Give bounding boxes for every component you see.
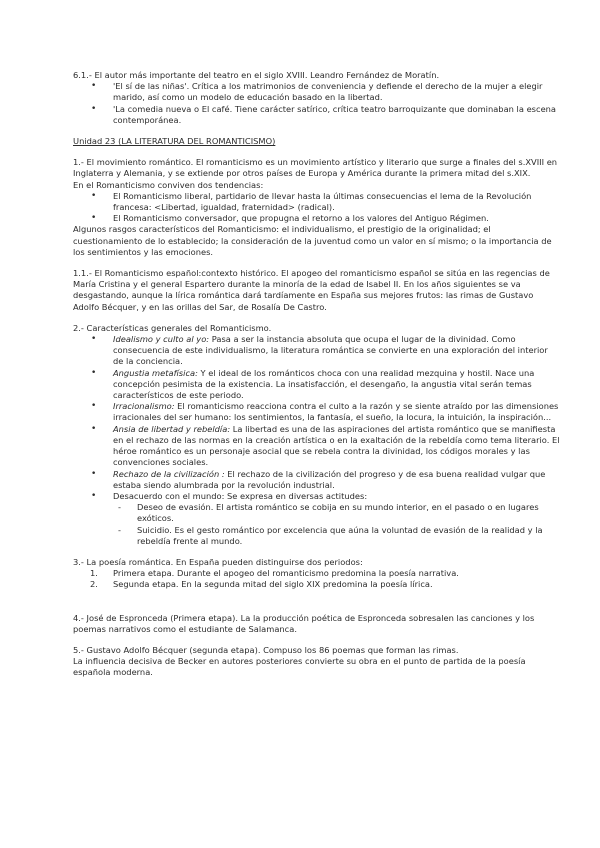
list-item: • El Romanticismo liberal, partidario de llevar hasta la últimas consecuencias el lema de la Revolución francesa: <Libertad, igualdad, fraternidad> (radical). <box>73 191 560 213</box>
item-text: La libertad es una de las aspiraciones del artista romántico que se manifiesta en el rechazo de las normas en la creación artística o en la exaltación de la rebeldía como tema literario. El héroe romántico es un personaje asocial que se rebela contra la divinidad, los códigos morales y las convenciones sociales. <box>113 423 560 468</box>
list-item <box>73 491 560 502</box>
paragraph: 5.- Gustavo Adolfo Bécquer (segunda etapa). Compuso los 86 poemas que forman las rimas. <box>73 644 459 655</box>
list-item: • El Romanticismo conversador, que propugna el retorno a los valores del Antiguo Régimen. <box>73 213 560 224</box>
section-3 <box>73 557 560 591</box>
paragraph: La influencia decisiva de Becker en autores posteriores convierte su obra en el punto de partida de la poesía española moderna. <box>73 656 526 678</box>
list-item: • 'El sí de las niñas'. Crítica a los matrimonios de conveniencia y defiende el derecho de la mujer a elegir marido, así como un modelo de educación basado en la libertad. <box>73 81 560 103</box>
term: Irracionalismo: <box>113 401 175 412</box>
item-text: Primera etapa. Durante el apogeo del romanticismo predomina la poesía narrativa. <box>113 568 459 579</box>
paragraph: En el Romanticismo conviven dos tendencias: <box>73 179 264 190</box>
list-item <box>73 368 560 402</box>
paragraph: 4.- José de Espronceda (Primera etapa). La la producción poética de Espronceda sobresalen las canciones y los poemas narrativos como el estudiante de Salamanca. <box>73 612 535 634</box>
section-6-1 <box>73 70 560 126</box>
item-text: Pasa a ser la instancia absoluta que ocupa el lugar de la divinidad. Como consecuencia de este individualismo, la literatura romántica se convierte en una exploración del interior de la conciencia. <box>113 334 548 367</box>
bullet-list <box>73 81 560 126</box>
numbered-list <box>73 568 560 590</box>
item-text: Y el ideal de los románticos choca con una realidad mezquina y hostil. Nace una concepción pesimista de la existencia. La insatisfacción, el desengaño, la angustia vital serán temas característicos de este periodo. <box>113 367 535 401</box>
paragraph: 1.1.- El Romanticismo español:contexto histórico. El apogeo del romanticismo español se sitúa en las regencias de María Cristina y el general Espartero durante la minoría de la edad de Isabel II. En los años siguientes se va desgastando, aunque la lírica romántica dará tardíamente en España sus mejores frutos: las rimas de Gustavo Adolfo Bécquer, y en las orillas del Sar, de Rosalía De Castro. <box>73 268 550 312</box>
bullet-list <box>73 334 560 502</box>
item-text: Desacuerdo con el mundo: Se expresa en diversas actitudes: <box>113 490 368 501</box>
paragraph: Algunos rasgos característicos del Romanticismo: el individualismo, el prestigio de la originalidad; el cuestionamiento de lo establecido; la consideración de la juventud como un valor en sí mismo; o la importancia de los sentimientos y las emociones. <box>73 224 552 257</box>
list-item <box>73 568 560 579</box>
section-4 <box>73 613 560 635</box>
item-text: El rechazo de la civilización del progreso y de esa buena realidad vulgar que estaba siendo alumbrada por la revolución industrial. <box>113 468 546 490</box>
list-item <box>73 424 560 469</box>
item-text: El romanticismo reacciona contra el culto a la razón y se siente atraído por las dimensiones irracionales del ser humano: los sentimientos, la fantasía, el sueño, la locura, la intuición, la inspiración... <box>113 401 559 423</box>
list-item <box>73 401 560 423</box>
term: Ansia de libertad y rebeldía: <box>113 423 231 434</box>
section-heading: 3.- La poesía romántica. En España pueden distinguirse dos periodos: <box>73 556 363 567</box>
section-heading: 6.1.- El autor más importante del teatro en el siglo XVIII. Leandro Fernández de Moratín. <box>73 70 440 80</box>
section-heading: 2.- Características generales del Romanticismo. <box>73 322 272 333</box>
bullet-list <box>73 191 560 225</box>
sub-list-item: - Deseo de evasión. El artista romántico se cobija en su mundo interior, en el pasado o en lugares exóticos. <box>73 502 560 524</box>
term: Angustia metafísica: <box>113 367 198 378</box>
section-5 <box>73 645 560 679</box>
item-number: 2. <box>90 579 98 590</box>
section-1-1 <box>73 268 560 313</box>
item-text: Segunda etapa. En la segunda mitad del siglo XIX predomina la poesía lírica. <box>113 579 433 590</box>
unit-title: Unidad 23 (LA LITERATURA DEL ROMANTICISMO) <box>73 136 276 147</box>
term: Idealismo y culto al yo: <box>113 334 210 345</box>
section-2 <box>73 323 560 547</box>
section-1 <box>73 157 560 258</box>
term: Rechazo de la civilización : <box>113 468 225 479</box>
dash-list <box>73 502 560 547</box>
item-number: 1. <box>90 568 98 579</box>
paragraph: 1.- El movimiento romántico. El romanticismo es un movimiento artístico y literario que surge a finales del s.XVIII en Inglaterra y Alemania, y se extiende por otros países de Europa y América durante la primera mitad del s.XIX. <box>73 157 558 179</box>
list-item <box>73 579 560 590</box>
sub-list-item: - Suicidio. Es el gesto romántico por excelencia que aúna la voluntad de evasión de la realidad y la rebeldía frente al mundo. <box>73 525 560 547</box>
list-item <box>73 469 560 491</box>
list-item <box>73 334 560 368</box>
list-item: • 'La comedia nueva o El café. Tiene carácter satírico, crítica teatro barroquizante que dominaban la escena contemporánea. <box>73 104 560 126</box>
